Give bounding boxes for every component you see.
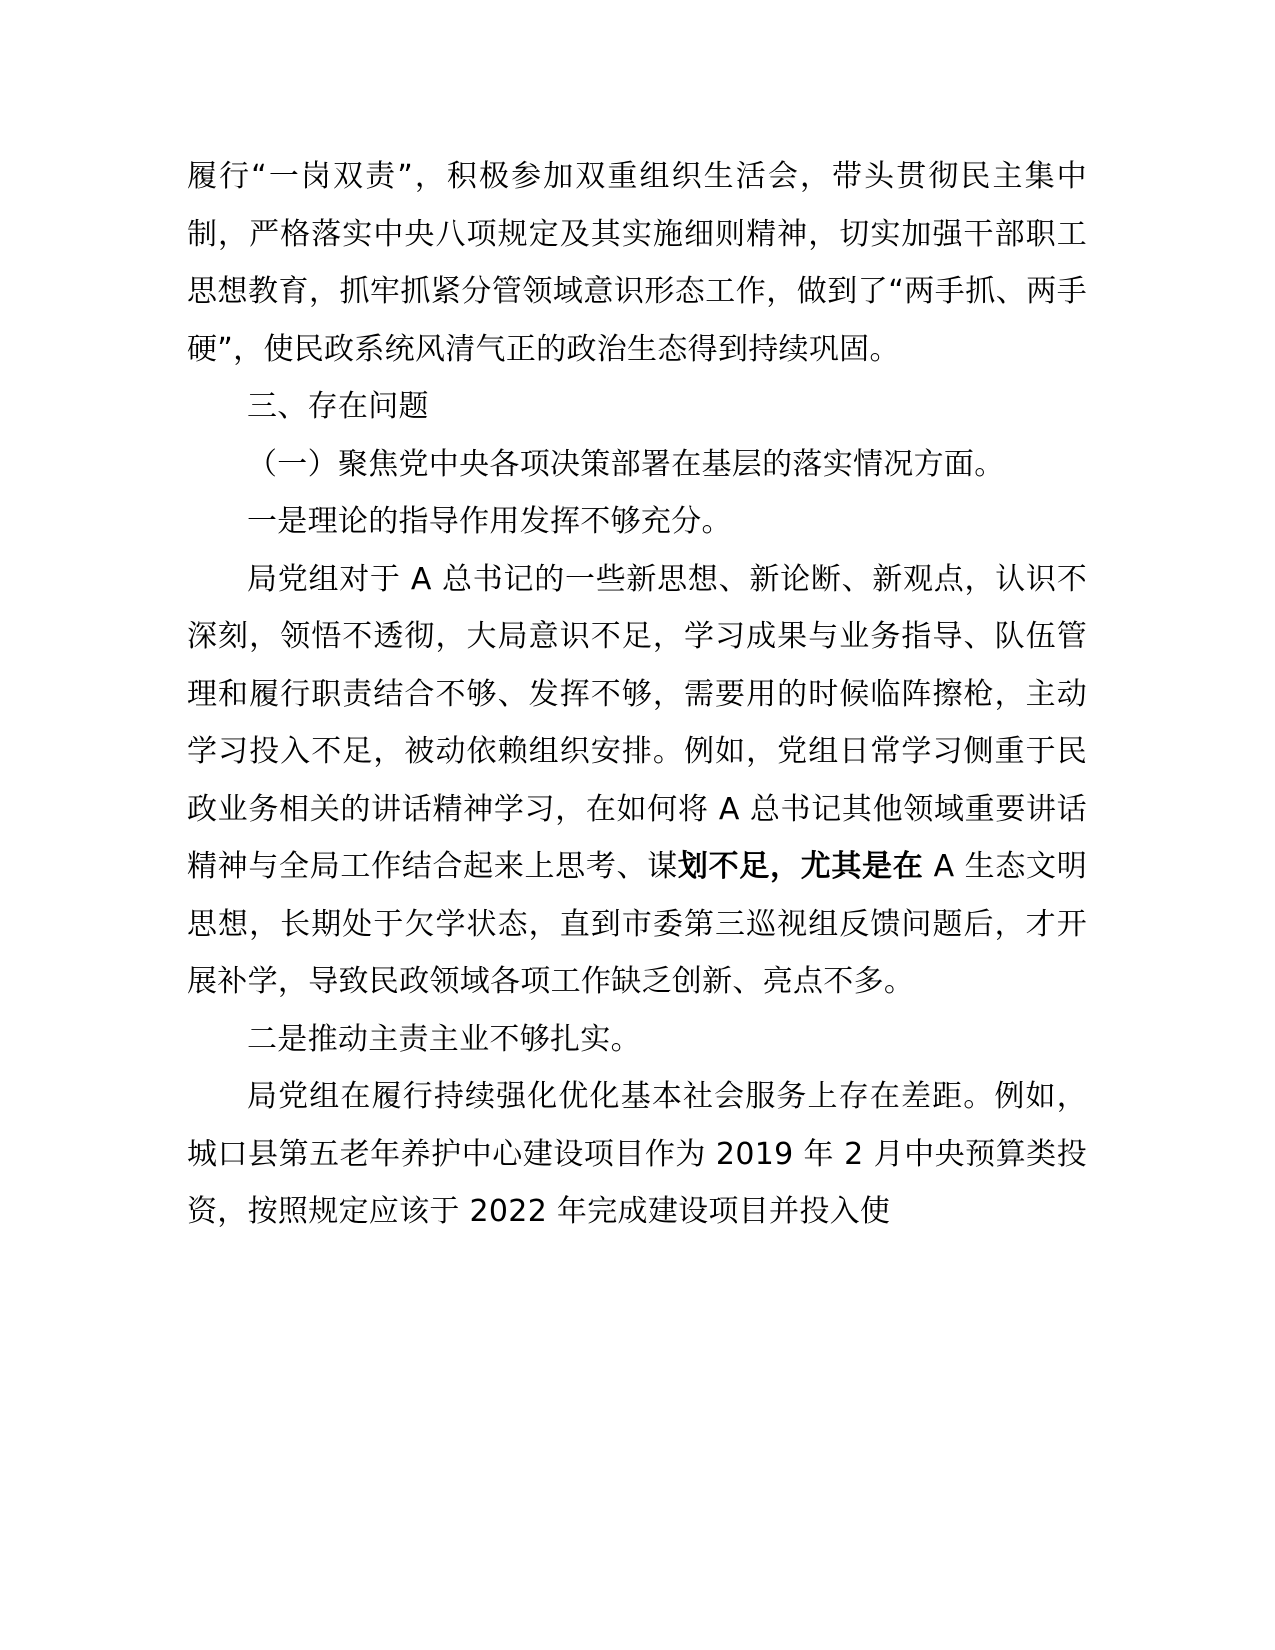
- subsection-heading: （一）聚焦党中央各项决策部署在基层的落实情况方面。: [247, 446, 1005, 482]
- paragraph-continuation: 履行“一岗双责”，积极参加双重组织生活会，带头贯彻民主集中制，严格落实中央八项规定及其实施细则精神，切实加强干部职工思想教育，抓牢抓紧分管领域意识形态工作，做到了“两手抓、两手硬”，使民政系统风清气正的政治生态得到持续巩固。: [187, 159, 1087, 367]
- point-heading-2: 二是推动主责主业不够扎实。: [247, 1021, 641, 1057]
- document-body: [187, 148, 1087, 1241]
- section-heading: 三、存在问题: [247, 389, 429, 424]
- paragraph-services: 局党组在履行持续强化优化基本社会服务上存在差距。例如，城口县第五老年养护中心建设项目作为 2019 年 2 月中央预算类投资，按照规定应该于 2022 年完成建设项目并投入使: [187, 1079, 1087, 1229]
- paragraph-theory-bold: 划不足，尤其是在: [677, 849, 924, 884]
- paragraph-theory: [187, 551, 1087, 1011]
- paragraph-theory-part2: A 生态文明思想，长期处于欠学状态，直到市委第三巡视组反馈问题后，才开展补学，导致民政领域各项工作缺乏创新、亮点不多。: [187, 849, 1087, 999]
- point-heading-1: 一是理论的指导作用发挥不够充分。: [247, 504, 732, 539]
- paragraph-theory-part1: 局党组对于 A 总书记的一些新思想、新论断、新观点，认识不深刻，领悟不透彻，大局意识不足，学习成果与业务指导、队伍管理和履行职责结合不够、发挥不够，需要用的时候临阵擦枪，主动学习投入不足，被动依赖组织安排。例如，党组日常学习侧重于民政业务相关的讲话精神学习，在如何将 A 总书记其他领域重要讲话精神与全局工作结合起来上思考、谋: [187, 561, 1087, 884]
